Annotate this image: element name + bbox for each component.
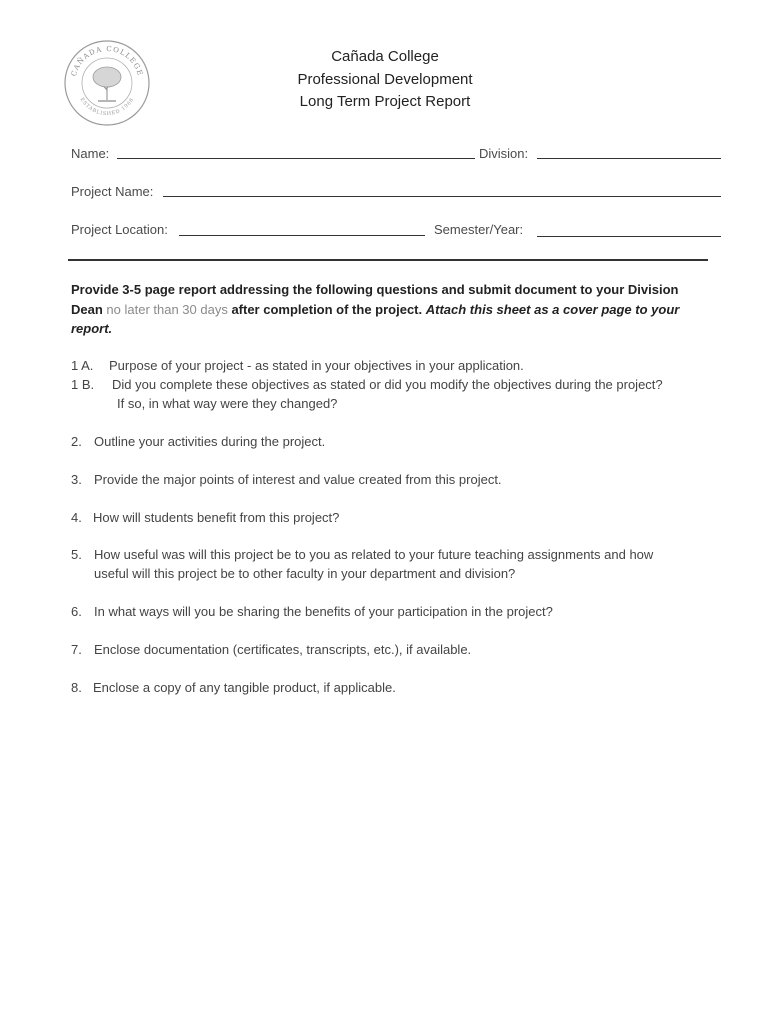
question-text: Enclose documentation (certificates, transcripts, etc.), if available. xyxy=(94,642,472,657)
title-college: Cañada College xyxy=(331,48,439,65)
document-title xyxy=(0,46,770,114)
division-field[interactable] xyxy=(537,158,721,159)
question-number: 1 A. xyxy=(71,358,94,373)
seal-top-text: CAÑADA COLLEGE xyxy=(69,44,145,78)
question-2 xyxy=(71,432,325,452)
division-label: Division: xyxy=(479,146,529,161)
question-number: 5. xyxy=(71,547,82,562)
question-text: Outline your activities during the project. xyxy=(94,434,326,449)
project-location-field[interactable] xyxy=(179,235,425,236)
question-5-continued: useful will this project be to other faculty in your department and division? xyxy=(94,566,516,581)
instructions-text-continued: after completion of the project. xyxy=(227,301,426,317)
name-field[interactable] xyxy=(117,158,475,159)
section-divider xyxy=(68,259,708,261)
semester-year-label: Semester/Year: xyxy=(434,222,524,237)
title-department: Professional Development xyxy=(297,70,473,88)
question-5 xyxy=(71,545,653,565)
question-number: 8. xyxy=(71,680,82,695)
question-text: Did you complete these objectives as stated or did you modify the objectives during the project? xyxy=(112,377,663,392)
question-text: Purpose of your project - as stated in your objectives in your application. xyxy=(109,358,524,373)
question-7 xyxy=(71,640,471,660)
question-6 xyxy=(71,602,553,622)
semester-year-field[interactable] xyxy=(537,236,721,237)
question-number: 1 B. xyxy=(71,377,95,392)
question-1b-continued: If so, in what way were they changed? xyxy=(117,396,338,411)
project-location-label: Project Location: xyxy=(71,222,168,237)
question-4 xyxy=(71,508,339,528)
seal-bottom-text: ESTABLISHED 1968 xyxy=(78,96,136,118)
question-1b xyxy=(71,375,663,395)
question-number: 6. xyxy=(71,604,82,619)
instructions-paragraph xyxy=(71,280,711,339)
title-report: Long Term Project Report xyxy=(299,93,471,110)
project-name-label: Project Name: xyxy=(71,184,154,199)
instructions-text: Provide 3-5 page report addressing the following questions and submit document to your Division Dean xyxy=(71,282,679,317)
name-label: Name: xyxy=(71,146,110,161)
question-text: Provide the major points of interest and value created from this project. xyxy=(94,472,502,487)
question-number: 2. xyxy=(71,434,82,449)
question-text: How will students benefit from this project? xyxy=(93,510,340,525)
question-1a xyxy=(71,356,524,376)
question-text: Enclose a copy of any tangible product, if applicable. xyxy=(93,680,396,695)
question-number: 7. xyxy=(71,642,82,657)
question-number: 3. xyxy=(71,472,82,487)
question-number: 4. xyxy=(71,510,82,525)
question-text: How useful was will this project be to you as related to your future teaching assignments and how xyxy=(94,547,654,562)
cover-page-note: Attach this sheet as a cover page to your report. xyxy=(71,301,680,336)
project-name-field[interactable] xyxy=(163,196,721,197)
question-3 xyxy=(71,470,502,490)
question-8 xyxy=(71,678,396,698)
question-text: In what ways will you be sharing the benefits of your participation in the project? xyxy=(94,604,553,619)
deadline-text: no later than 30 days xyxy=(106,301,228,317)
